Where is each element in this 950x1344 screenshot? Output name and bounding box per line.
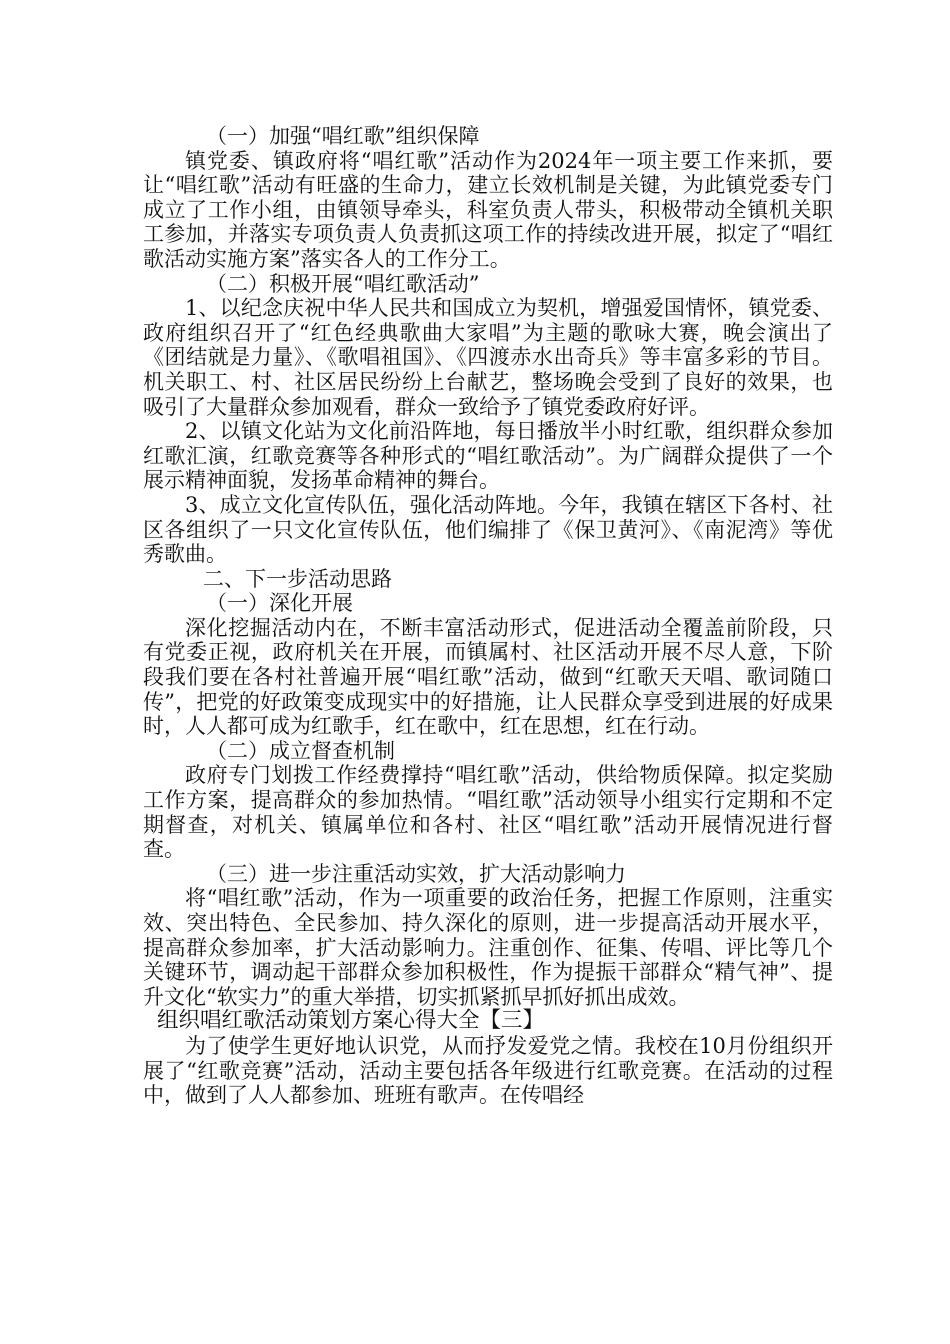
document-body [143,124,833,1108]
paragraph-5: 深化挖掘活动内在，不断丰富活动形式，促进活动全覆盖前阶段，只有党委正视，政府机关在开展，而镇属村、社区活动开展不尽人意，下阶段我们要在各村社普遍开展“唱红歌”活动，做到“红歌天天唱、歌词随口传”，把党的好政策变成现实中的好措施，让人民群众享受到进展的好成果时，人人都可成为红歌手，红在歌中，红在思想，红在行动。 [143,615,833,739]
paragraph-3: 2、以镇文化站为文化前沿阵地，每日播放半小时红歌，组织群众参加红歌汇演，红歌竞赛等各种形式的“唱红歌活动”。为广阔群众提供了一个展示精神面貌，发扬革命精神的舞台。 [143,419,833,493]
subheading-1: （一）加强“唱红歌”组织保障 [206,124,480,148]
paragraph-7: 将“唱红歌”活动，作为一项重要的政治任务，把握工作原则，注重实效、突出特色、全民参加、持久深化的原则，进一步提高活动开展水平，提高群众参加率，扩大活动影响力。注重创作、征集、传唱、评比等几个关键环节，调动起干部群众参加积极性，作为提振干部群众“精气神”、提升文化“软实力”的重大举措，切实抓紧抓早抓好抓出成效。 [143,886,833,1009]
subheading-5: （三）进一步注重活动实效，扩大活动影响力 [206,861,626,886]
subheading-3: （一）深化开展 [206,591,353,616]
article-title: 组织唱红歌活动策划方案心得大全【三】 [157,1008,545,1034]
paragraph-4: 3、成立文化宣传队伍，强化活动阵地。今年，我镇在辖区下各村、社区各组织了一只文化宣传队伍，他们编排了《保卫黄河》、《南泥湾》等优秀歌曲。 [143,492,833,567]
paragraph-8: 为了使学生更好地认识党，从而抒发爱党之情。我校在10月份组织开展了“红歌竞赛”活动，活动主要包括各年级进行红歌竞赛。在活动的过程中，做到了人人都参加、班班有歌声。在传唱经 [143,1033,833,1108]
paragraph-6: 政府专门划拨工作经费撑持“唱红歌”活动，供给物质保障。拟定奖励工作方案，提高群众的参加热情。“唱红歌”活动领导小组实行定期和不定期督查，对机关、镇属单位和各村、社区“唱红歌”活动开展情况进行督查。 [143,763,833,862]
paragraph-2: 1、以纪念庆祝中华人民共和国成立为契机，增强爱国情怀，镇党委、政府组织召开了“红色经典歌曲大家唱”为主题的歌咏大赛，晚会演出了《团结就是力量》、《歌唱祖国》、《四渡赤水出奇兵》等丰富多彩的节目。机关职工、村、社区居民纷纷上台献艺，整场晚会受到了良好的效果，也吸引了大量群众参加观看，群众一致给予了镇党委政府好评。 [143,296,833,419]
paragraph-1: 镇党委、镇政府将“唱红歌”活动作为2024年一项主要工作来抓，要让“唱红歌”活动有旺盛的生命力，建立长效机制是关键，为此镇党委专门成立了工作小组，由镇领导牵头，科室负责人带头，积极带动全镇机关职工参加，并落实专项负责人负责抓这项工作的持续改进开展，拟定了“唱红歌活动实施方案”落实各人的工作分工。 [143,148,833,271]
subheading-2: （二）积极开展“唱红歌活动” [206,271,480,296]
subheading-4: （二）成立督查机制 [206,738,395,763]
section-heading: 二、下一步活动思路 [203,566,392,591]
